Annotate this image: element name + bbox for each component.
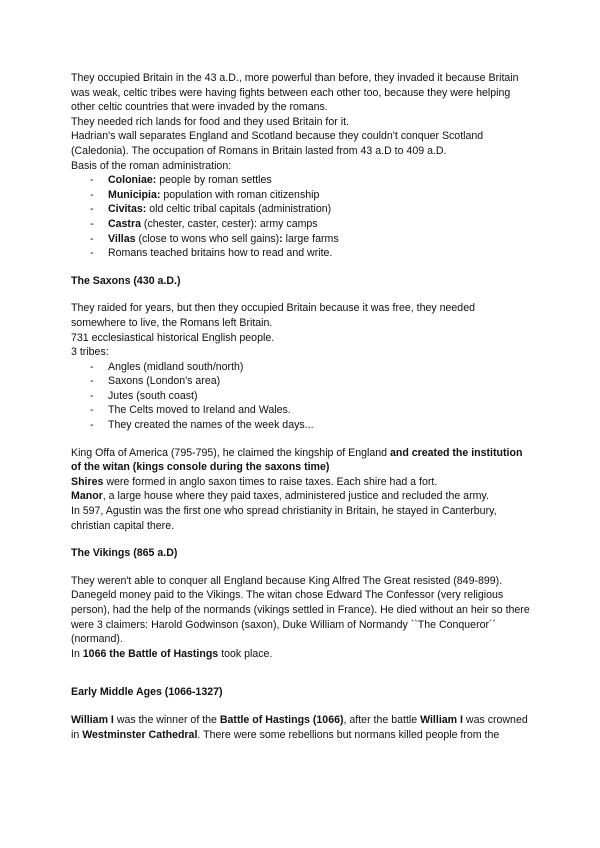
roman-administration-list [71,173,531,261]
agustin-paragraph: In 597, Agustin was the first one who spread christianity in Britain, he stayed in Canterbury, christian capital there. [71,505,497,532]
dash-bullet: - [90,404,94,417]
list-item [90,202,531,217]
list-item [90,389,531,404]
manor-text: , a large house where they paid taxes, administered justice and recluded the army. [102,490,489,503]
dash-bullet: - [90,232,94,245]
list-item [90,232,531,247]
list-item-text: Jutes (south coast) [108,389,198,402]
saxons-heading: The Saxons (430 a.D.) [71,274,181,287]
list-item [90,374,531,389]
middle-ages-text: was the winner of the [113,713,220,726]
roman-paragraph-3: Hadrian's wall separates England and Scotland because they couldn't conquer Scotland (Caledonia). The occupation of Romans in Britain lasted from 43 a.D to 409 a.D. [71,130,484,157]
document-page [71,71,531,742]
vikings-paragraph-2 [71,647,531,662]
definition-text: population with roman citizenship [160,188,320,201]
list-item [90,246,531,261]
term-manor: Manor [71,490,103,503]
vikings-heading: The Vikings (865 a.D) [71,547,178,560]
william-bold-1: William I [71,713,114,726]
definition-text: large farms [282,232,339,245]
list-item-text: They created the names of the week days... [108,419,314,432]
shires-text: were formed in anglo saxon times to raise taxes. Each shire had a fort. [103,475,438,488]
tribes-list [71,360,531,433]
roman-paragraph-1: They occupied Britain in the 43 a.D., more powerful than before, they invaded it because Britain was weak, celtic tribes were having fights between each other too, because they were helping other celtic countries that were invaded by the romans. [71,72,519,114]
middle-ages-text: was crowned in [71,713,528,741]
definition-text: people by roman settles [156,174,272,187]
vikings-paragraph-1: They weren't able to conquer all England because King Alfred The Great resisted (849-899). Danegeld money paid to the Vikings. The witan chose Edward The Confessor (very religious person), had the help of the normands (vikings settled in France). He died without an heir so there were 3 claimers: Harold Godwinson (saxon), Duke William of Normandy ``The Conqueror´´ (normand). [71,574,530,646]
offa-bold-text: and created the institution of the witan (kings console during the saxons time) [71,446,523,474]
roman-paragraph-2: They needed rich lands for food and they used Britain for it. [71,115,349,128]
roman-paragraph-4: Basis of the roman administration: [71,159,232,172]
list-item [90,217,531,232]
definition-text: (chester, caster, cester): army camps [140,217,318,230]
battle-bold: Battle of Hastings (1066) [219,713,344,726]
term-castra: Castra [108,217,141,230]
list-item [90,360,531,375]
dash-bullet: - [90,360,94,373]
list-item [90,188,531,203]
definition-text: old celtic tribal capitals (administration) [146,203,332,216]
dash-bullet: - [90,247,94,260]
saxons-paragraph-1: They raided for years, but then they occupied Britain because it was free, they needed somewhere to live, the Romans left Britain. [71,302,475,329]
manor-paragraph [71,489,531,504]
dash-bullet: - [90,419,94,432]
william-bold-2: William I [420,713,463,726]
saxons-paragraph-2: 731 ecclesiastical historical English people. [71,331,275,344]
middle-ages-text: , after the battle [343,713,421,726]
definition-text: (close to wons who sell gains) [135,232,280,245]
dash-bullet: - [90,174,94,187]
term-villas: Villas [108,232,136,245]
shires-paragraph [71,475,531,490]
dash-bullet: - [90,203,94,216]
term-shires: Shires [71,475,104,488]
list-item-text: Saxons (London's area) [108,375,221,388]
colon-bold: : [279,232,283,245]
dash-bullet: - [90,188,94,201]
vikings-text: took place. [218,647,273,660]
dash-bullet: - [90,217,94,230]
westminster-bold: Westminster Cathedral [82,728,198,741]
list-item [90,403,531,418]
list-item-text: Romans teached britains how to read and write. [108,247,333,260]
middle-ages-paragraph [71,713,531,742]
term-civitas: Civitas: [108,203,147,216]
middle-ages-heading: Early Middle Ages (1066-1327) [71,686,223,699]
dash-bullet: - [90,389,94,402]
middle-ages-text: . There were some rebellions but normans killed people from the [197,728,500,741]
offa-text: King Offa of America (795-795), he claimed the kingship of England [71,446,390,459]
list-item-text: Angles (midland south/north) [108,360,244,373]
list-item-text: The Celts moved to Ireland and Wales. [108,404,291,417]
offa-paragraph [71,446,531,475]
term-municipia: Municipia: [108,188,161,201]
term-coloniae: Coloniae: [108,174,157,187]
hastings-bold-text: 1066 the Battle of Hastings [82,647,219,660]
saxons-paragraph-3: 3 tribes: [71,346,109,359]
list-item [90,173,531,188]
list-item [90,418,531,433]
vikings-text: In [71,647,83,660]
dash-bullet: - [90,375,94,388]
